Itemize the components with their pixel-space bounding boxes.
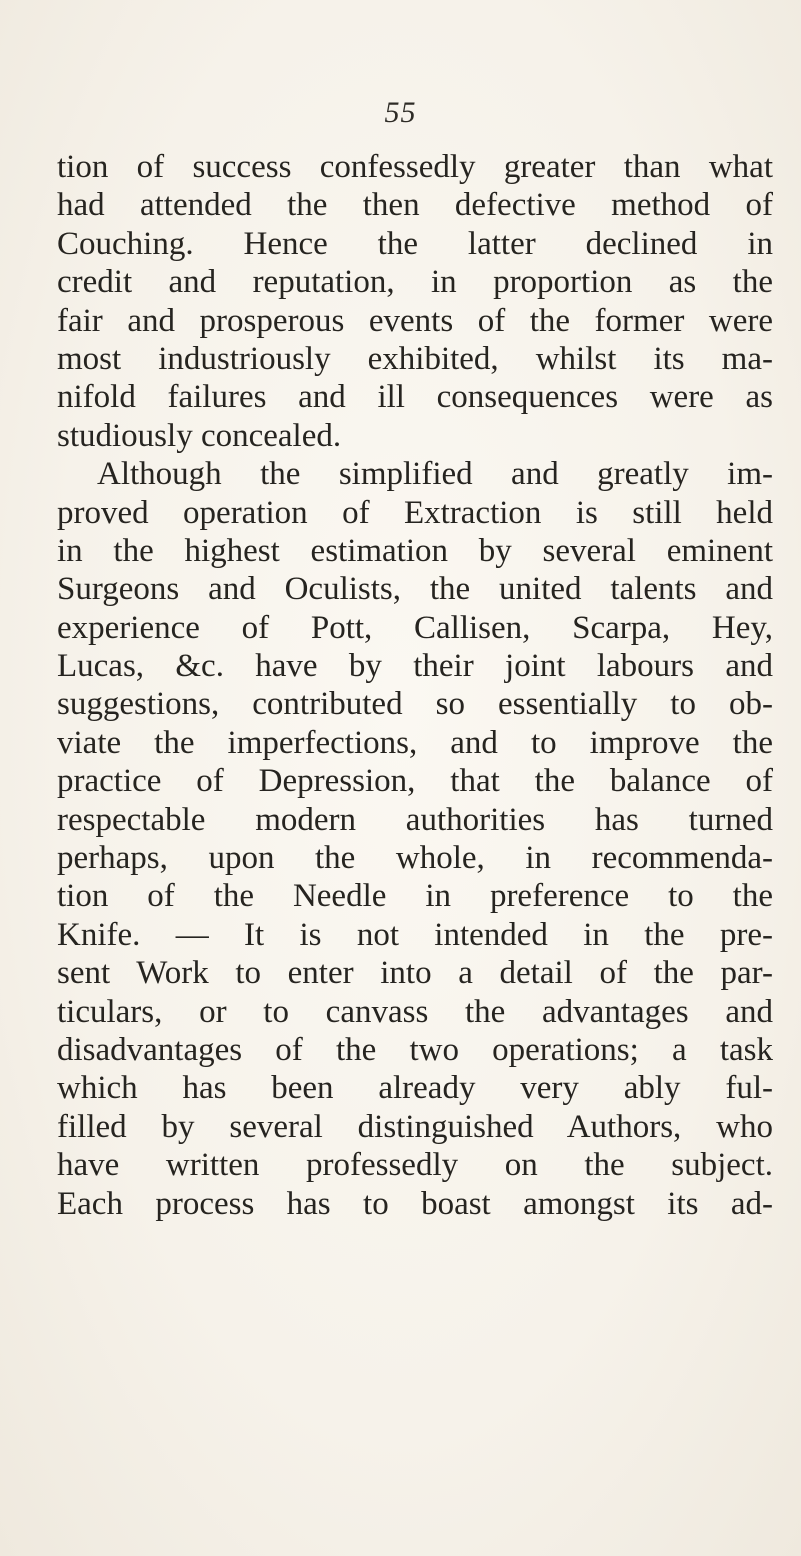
text-line: which has been already very ably ful- xyxy=(57,1070,773,1107)
text-line: Each process has to boast amongst its ad- xyxy=(57,1185,773,1222)
text-line: tion of the Needle in preference to the xyxy=(57,878,773,915)
text-line: Lucas, &c. have by their joint labours and xyxy=(57,648,773,685)
text-line: sent Work to enter into a detail of the par- xyxy=(57,955,773,992)
text-line: Surgeons and Oculists, the united talents and xyxy=(57,571,773,608)
text-line: disadvantages of the two operations; a task xyxy=(57,1031,773,1068)
text-line: ticulars, or to canvass the advantages and xyxy=(57,993,773,1030)
text-line: practice of Depression, that the balance of xyxy=(57,763,773,800)
text-line: viate the imperfections, and to improve the xyxy=(57,724,773,761)
text-line: Knife. — It is not intended in the pre- xyxy=(57,916,773,953)
text-line: respectable modern authorities has turned xyxy=(57,801,773,838)
text-line: tion of success confessedly greater than what xyxy=(57,149,773,185)
text-line: suggestions, contributed so essentially to ob- xyxy=(57,686,773,723)
text-line: proved operation of Extraction is still held xyxy=(57,494,773,531)
paragraph-start-line: Although the simplified and greatly im- xyxy=(97,456,773,493)
body-text xyxy=(57,148,773,1223)
page-number: 55 xyxy=(384,96,417,129)
text-line: perhaps, upon the whole, in recommenda- xyxy=(57,840,773,877)
text-line: had attended the then defective method of xyxy=(57,187,773,224)
text-line: have written professedly on the subject. xyxy=(57,1147,773,1184)
text-line: credit and reputation, in proportion as the xyxy=(57,264,773,301)
paragraph-end-line: studiously concealed. xyxy=(57,417,342,454)
text-line: in the highest estimation by several eminent xyxy=(57,532,773,569)
text-line: fair and prosperous events of the former were xyxy=(57,302,773,339)
text-line: experience of Pott, Callisen, Scarpa, Hey, xyxy=(57,609,773,646)
text-line: filled by several distinguished Authors, who xyxy=(57,1108,773,1145)
text-line: most industriously exhibited, whilst its ma- xyxy=(57,340,773,377)
text-line: Couching. Hence the latter declined in xyxy=(57,225,773,262)
text-line: nifold failures and ill consequences were as xyxy=(57,379,773,416)
